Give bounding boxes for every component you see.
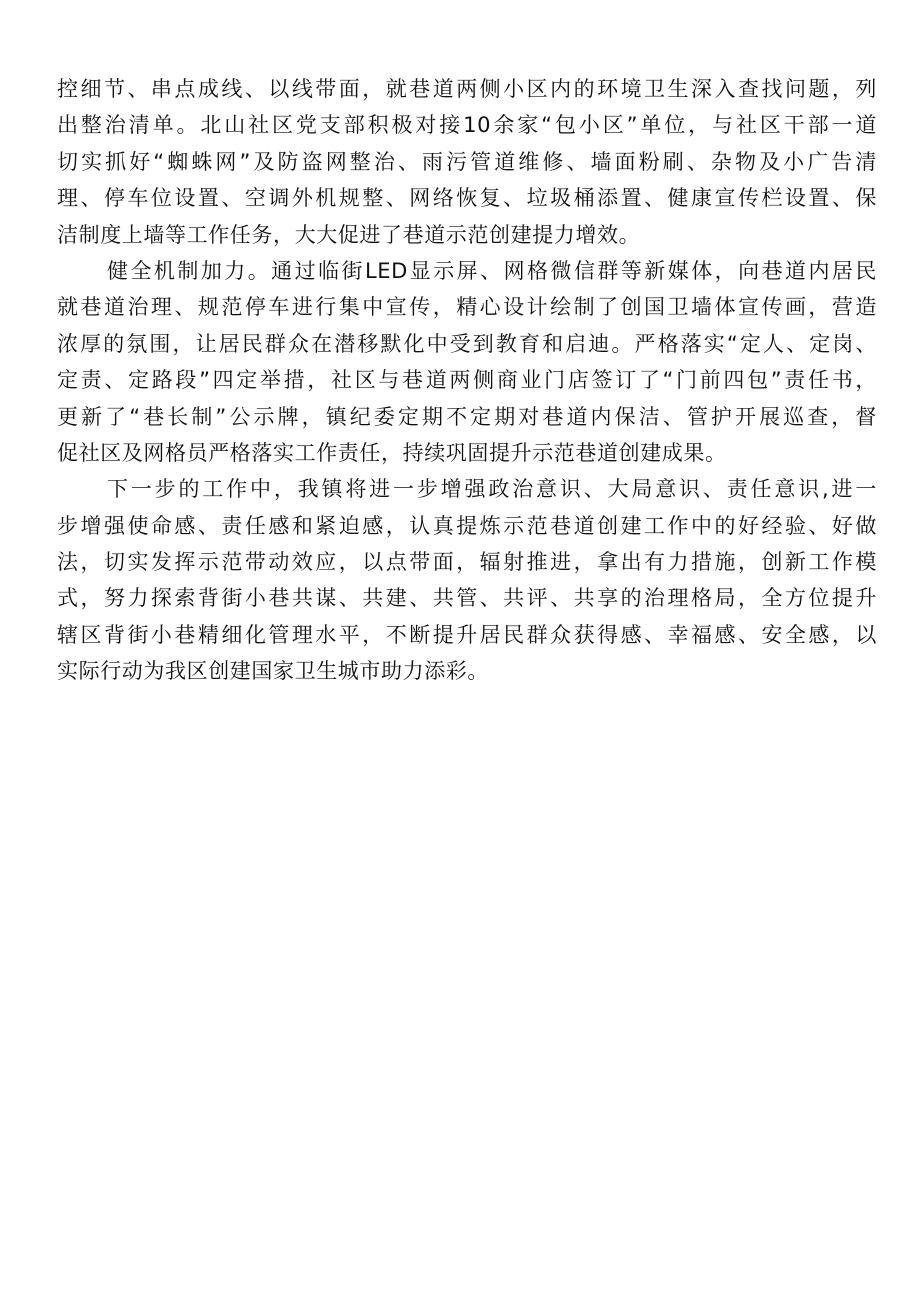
text-line: 更新了“巷长制”公示牌，镇纪委定期不定期对巷道内保洁、管护开展巡查，督 [57,404,877,429]
text-line: 控细节、串点成线、以线带面，就巷道两侧小区内的环境卫生深入查找问题，列 [57,77,877,101]
text-line: 步增强使命感、责任感和紧迫感，认真提炼示范巷道创建工作中的好经验、好做 [57,513,877,538]
text-line: 式，努力探索背街小巷共谋、共建、共管、共评、共享的治理格局，全方位提升 [57,586,877,611]
paragraph-3 [57,471,877,689]
text-line: 健全机制加力。通过临街LED显示屏、网格微信群等新媒体，向巷道内居民 [107,258,877,283]
text-line: 辖区背街小巷精细化管理水平，不断提升居民群众获得感、幸福感、安全感，以 [57,622,877,647]
text-line: 浓厚的氛围，让居民群众在潜移默化中受到教育和启迪。严格落实“定人、定岗、 [57,331,877,356]
text-line: 出整治清单。北山社区党支部积极对接10余家“包小区”单位，与社区干部一道 [57,113,877,138]
text-line: 洁制度上墙等工作任务，大大促进了巷道示范创建提力增效。 [57,222,641,247]
paragraph-2 [57,253,877,471]
text-line: 促社区及网格员严格落实工作责任，持续巩固提升示范巷道创建成果。 [57,440,727,465]
body-text [57,71,877,690]
text-line: 法，切实发挥示范带动效应，以点带面，辐射推进，拿出有力措施，创新工作模 [57,550,877,575]
text-line: 切实抓好“蜘蛛网”及防盗网整治、雨污管道维修、墙面粉刷、杂物及小广告清 [57,149,877,174]
text-line: 实际行动为我区创建国家卫生城市助力添彩。 [57,659,489,684]
text-line: 理、停车位设置、空调外机规整、网络恢复、垃圾桶添置、健康宣传栏设置、保 [57,186,877,211]
paragraph-1 [57,71,877,253]
text-line: 定责、定路段”四定举措，社区与巷道两侧商业门店签订了“门前四包”责任书， [57,368,877,393]
text-line: 下一步的工作中，我镇将进一步增强政治意识、大局意识、责任意识,进一 [107,477,877,502]
text-line: 就巷道治理、规范停车进行集中宣传，精心设计绘制了创国卫墙体宣传画，营造 [57,295,877,320]
